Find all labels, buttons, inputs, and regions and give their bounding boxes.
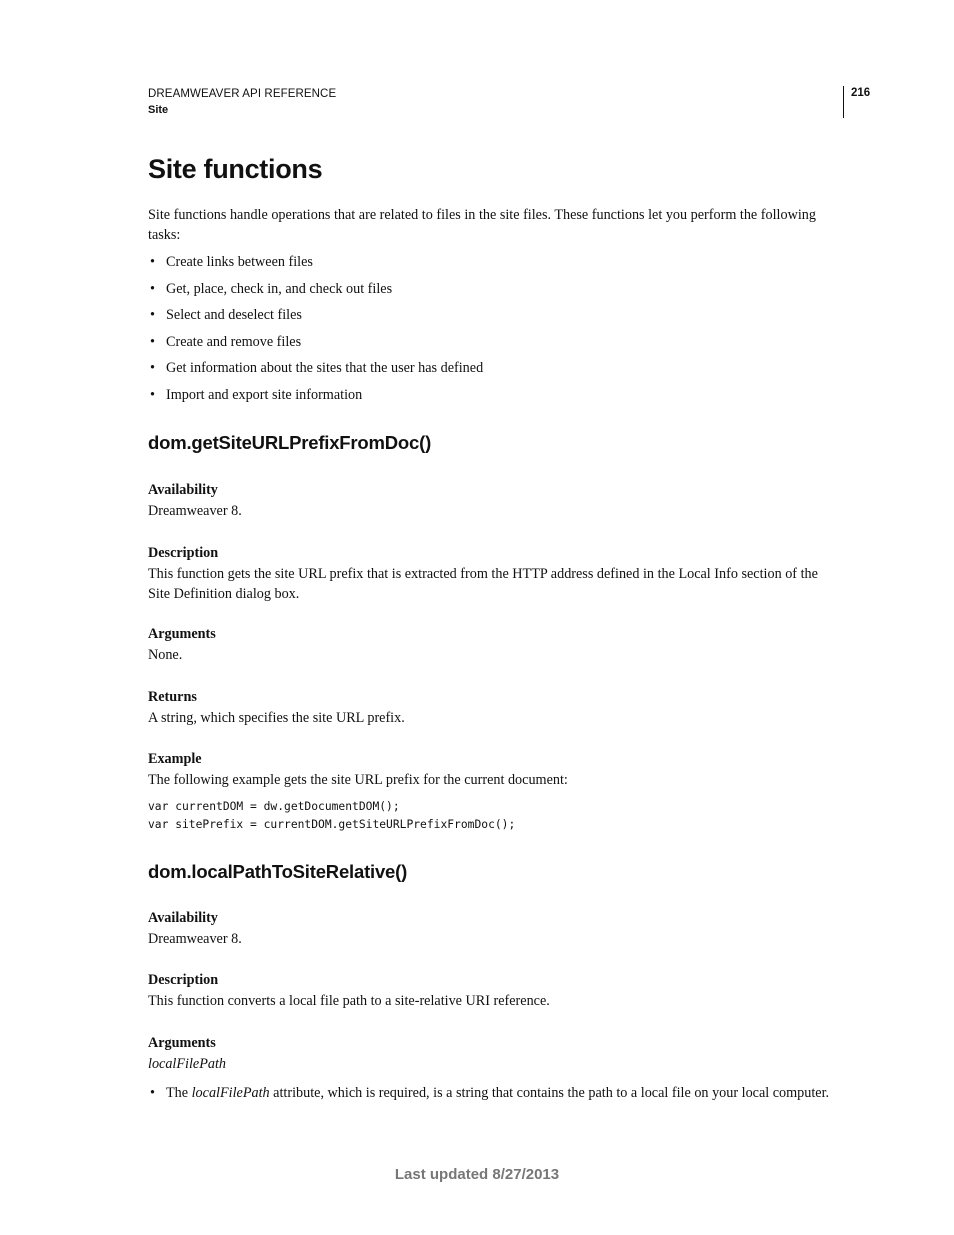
example-label: Example [148, 751, 202, 767]
intro-paragraph: Site functions handle operations that are related to files in the site files. These functions let you perform the following tasks: [148, 207, 816, 243]
bullet-icon: • [150, 386, 155, 403]
bullet-icon: • [150, 280, 155, 297]
arguments-label: Arguments [148, 626, 216, 642]
code-line: var currentDOM = dw.getDocumentDOM(); [148, 800, 400, 813]
returns-label: Returns [148, 689, 197, 705]
page-number: 216 [851, 87, 871, 99]
running-header-section: Site [148, 104, 169, 116]
availability-text: Dreamweaver 8. [148, 931, 242, 947]
section-heading-getsiteurlprefixfromdoc: dom.getSiteURLPrefixFromDoc() [148, 432, 432, 453]
example-intro-text: The following example gets the site URL prefix for the current document: [148, 772, 568, 788]
availability-label: Availability [148, 482, 218, 498]
list-item: • Create and remove files [150, 333, 302, 350]
footer-last-updated: Last updated 8/27/2013 [394, 1166, 560, 1183]
description-text: This function gets the site URL prefix that is extracted from the HTTP address defined in the Local Info section of the Site Definition dialog box. [148, 566, 818, 602]
list-item: • Create links between files [150, 254, 313, 270]
availability-label: Availability [148, 910, 218, 926]
bullet-icon: • [150, 254, 155, 270]
list-item: • The localFilePath attribute, which is required, is a string that contains the path to a local file on your local computer. [150, 1085, 830, 1101]
description-label: Description [148, 545, 219, 561]
header-divider [843, 86, 844, 118]
description-label: Description [148, 972, 219, 988]
arguments-label: Arguments [148, 1035, 216, 1051]
section-heading-localpathtositerelative: dom.localPathToSiteRelative() [148, 861, 408, 882]
bullet-icon: • [150, 1085, 155, 1101]
task-list [148, 252, 483, 412]
bullet-icon: • [150, 307, 155, 324]
arguments-text: None. [148, 647, 183, 663]
list-item: • Select and deselect files [150, 307, 302, 324]
code-line: var sitePrefix = currentDOM.getSiteURLPrefixFromDoc(); [148, 818, 516, 831]
availability-text: Dreamweaver 8. [148, 503, 242, 519]
list-item: • Import and export site information [150, 386, 363, 403]
list-item: • Get information about the sites that the user has defined [150, 360, 484, 377]
page-title: Site functions [148, 154, 323, 184]
list-item: • Get, place, check in, and check out files [150, 280, 393, 297]
returns-text: A string, which specifies the site URL prefix. [148, 710, 405, 726]
bullet-icon: • [150, 360, 155, 377]
arguments-text: localFilePath [148, 1056, 227, 1072]
running-header-title: DREAMWEAVER API REFERENCE [148, 88, 337, 100]
description-text: This function converts a local file path to a site-relative URI reference. [148, 993, 550, 1009]
bullet-icon: • [150, 333, 155, 350]
